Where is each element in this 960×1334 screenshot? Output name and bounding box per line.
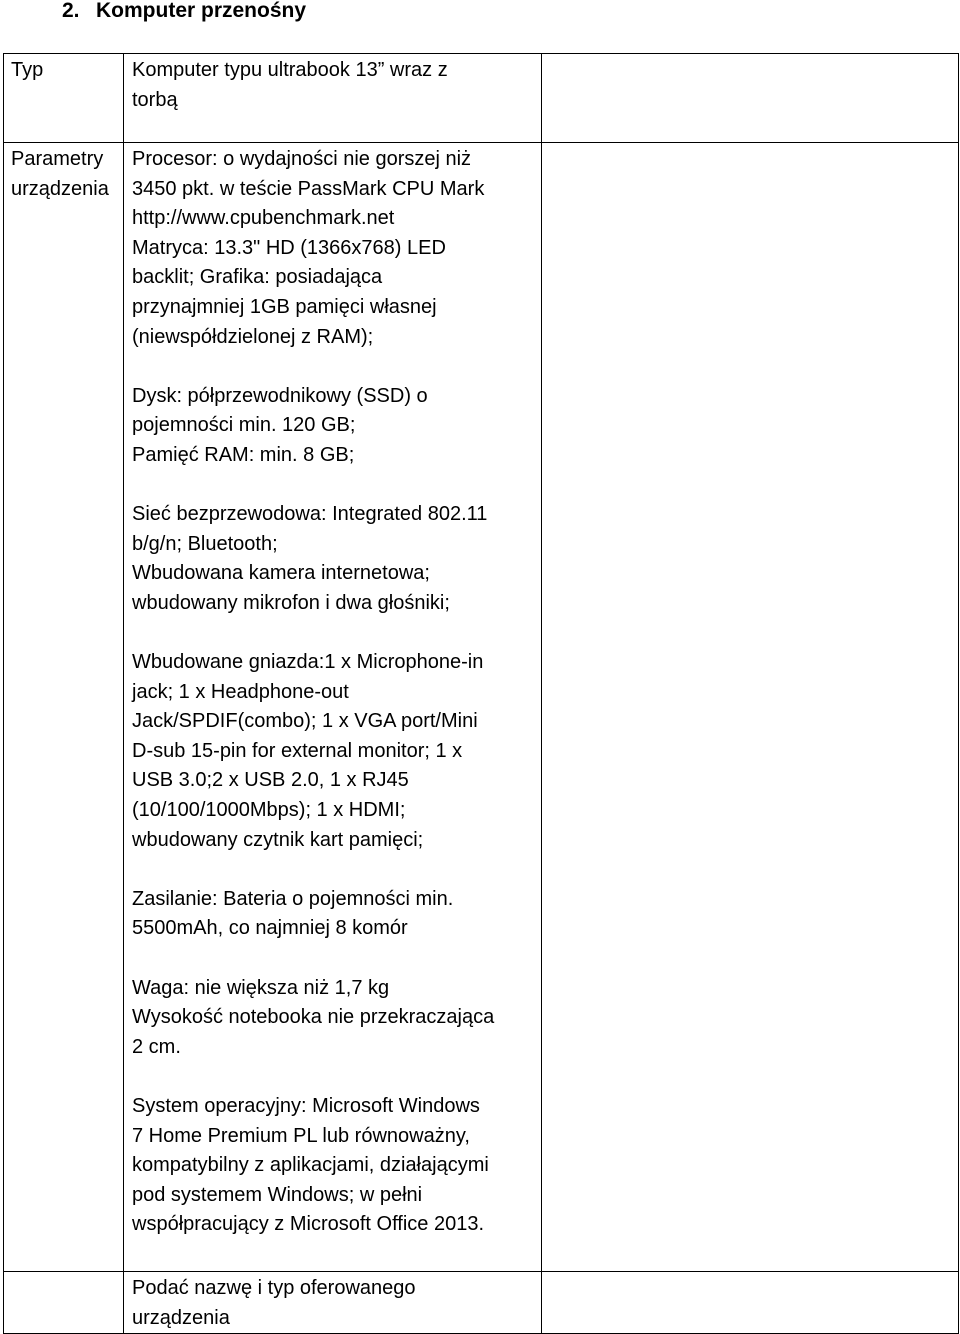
offer-cell-nazwa[interactable]: [542, 1272, 959, 1334]
offer-cell-typ[interactable]: [542, 54, 959, 143]
label-cell-parametry: [4, 143, 124, 1272]
section-heading: [62, 0, 306, 24]
row-label-typ: Typ: [11, 59, 44, 81]
section-number: 2.: [62, 0, 80, 22]
spec-power: Zasilanie: Bateria o pojemności min. 5500mAh, co najmniej 8 komór: [132, 887, 454, 940]
specification-table: [3, 53, 959, 1334]
label-cell-nazwa: [4, 1272, 124, 1334]
spec-ports: Wbudowane gniazda:1 x Microphone-in jack; 1 x Headphone-out Jack/SPDIF(combo); 1 x VGA port/Mini D-sub 15-pin for external monitor; 1 x USB 3.0;2 x USB 2.0, 1 x RJ45 (10/100/1000Mbps); 1 x HDMI; wbudowany czytnik kart pamięci;: [132, 651, 484, 851]
row-value-nazwa: Podać nazwę i typ oferowanego urządzenia: [132, 1277, 416, 1329]
table-row-parametry: [4, 143, 959, 1272]
value-cell-nazwa: [124, 1272, 542, 1334]
value-cell-parametry: [124, 143, 542, 1272]
spec-weight-height: Waga: nie większa niż 1,7 kg Wysokość notebooka nie przekraczająca 2 cm.: [132, 976, 495, 1058]
row-value-typ: Komputer typu ultrabook 13” wraz z torbą: [132, 59, 448, 111]
label-cell-typ: [4, 54, 124, 143]
section-title: Komputer przenośny: [96, 0, 307, 22]
value-cell-typ: [124, 54, 542, 143]
spec-operating-system: System operacyjny: Microsoft Windows 7 Home Premium PL lub równoważny, kompatybilny z aplikacjami, działającymi pod systemem Windows; w pełni współpracujący z Microsoft Office 2013.: [132, 1095, 489, 1236]
spec-wireless-camera: Sieć bezprzewodowa: Integrated 802.11 b/g/n; Bluetooth; Wbudowana kamera internetowa; wbudowany mikrofon i dwa głośniki;: [132, 503, 488, 614]
spec-storage-ram: Dysk: półprzewodnikowy (SSD) o pojemności min. 120 GB; Pamięć RAM: min. 8 GB;: [132, 384, 428, 466]
offer-cell-parametry[interactable]: [542, 143, 959, 1272]
table-row-nazwa: [4, 1272, 959, 1334]
row-label-parametry: Parametry urządzenia: [11, 148, 109, 200]
spec-processor-display: Procesor: o wydajności nie gorszej niż 3450 pkt. w teście PassMark CPU Mark http://www.cpubenchmark.net Matryca: 13.3" HD (1366x768) LED backlit; Grafika: posiadająca przynajmniej 1GB pamięci własnej (niewspółdzielonej z RAM);: [132, 148, 485, 348]
table-row-typ: [4, 54, 959, 143]
